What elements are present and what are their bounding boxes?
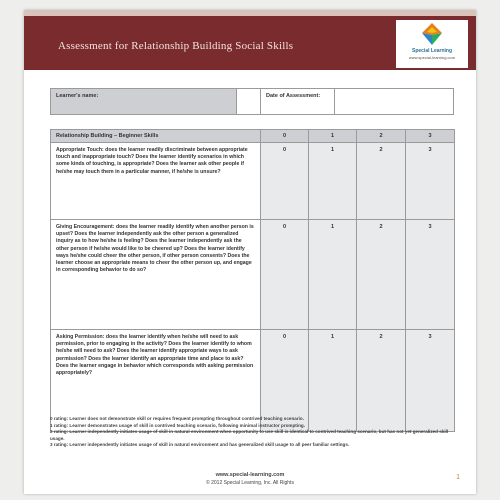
score-cell[interactable]: 2 (357, 330, 406, 432)
skill-asking-permission: Asking Permission: does the learner identify when he/she will need to ask permission, prior to engaging in the activity? Does the learner identify to whom he/she will need to ask? Does the learner identify appropriate ways to ask permission? Does the learner identify an appropriate time and place to ask? Does the learner engage in behavior which corresponds with asking permission appropriately? (51, 330, 261, 432)
page-footer (24, 472, 476, 486)
score-header-2: 2 (357, 130, 406, 143)
score-cell[interactable]: 3 (406, 220, 455, 330)
logo-name: Special Learning (411, 48, 452, 54)
score-cell[interactable]: 1 (309, 143, 357, 220)
table-header-row (51, 130, 455, 143)
assessment-date-field[interactable] (335, 89, 453, 114)
document-title: Assessment for Relationship Building Social Skills (58, 40, 294, 52)
page-number: 1 (456, 474, 460, 481)
score-cell[interactable]: 1 (309, 330, 357, 432)
score-cell[interactable]: 3 (406, 143, 455, 220)
score-cell[interactable]: 0 (261, 330, 309, 432)
skill-giving-encouragement: Giving Encouragement: does the learner readily identify when another person is upset? Does the learner independently ask the other person a generalized inquiry as to how he/she is feeling? Does the learner independently ask the other person if he/she would like to be cheered up? Does the learner identify ways he/she could cheer the other person, if other person consents? Does the learner choose an appropriate means to cheer the other person up, and engage in corresponding behavior to do so? (51, 220, 261, 330)
learner-name-field[interactable] (237, 89, 261, 114)
score-cell[interactable]: 1 (309, 220, 357, 330)
table-row (51, 220, 455, 330)
score-cell[interactable]: 0 (261, 143, 309, 220)
skills-header: Relationship Building – Beginner Skills (51, 130, 261, 143)
logo (396, 20, 468, 68)
score-header-0: 0 (261, 130, 309, 143)
skill-appropriate-touch: Appropriate Touch: does the learner readily discriminate between appropriate touch and inappropriate touch? Does the learner identify scenarios in which some kinds of touching, is appropriate? Does the learner ask other people if he/she may touch them in a particular manner, if he/she is unsure? (51, 143, 261, 220)
footer-url: www.special-learning.com (215, 472, 285, 478)
score-cell[interactable]: 2 (357, 220, 406, 330)
rating-note-1: 1 rating: Learner demonstrates usage of skill in contrived teaching scenario, following minimal instructor prompting. (50, 422, 305, 428)
score-cell[interactable]: 2 (357, 143, 406, 220)
learner-name-label: Learner's name: (51, 89, 237, 114)
table-row (51, 143, 455, 220)
assessment-date-label: Date of Assessment: (261, 89, 335, 114)
rating-notes (50, 416, 458, 449)
document-page (24, 10, 476, 494)
diamond-logo-icon (422, 23, 442, 45)
score-cell[interactable]: 0 (261, 220, 309, 330)
learner-info-table (50, 88, 454, 115)
rating-note-2: 2 rating: Learner independently initiates usage of skill in natural environment when opportunity to use skill is identical to contrived teaching scenario, but has not yet generalized skill usage. (50, 429, 449, 441)
skills-table (50, 129, 455, 432)
score-header-1: 1 (309, 130, 357, 143)
score-header-3: 3 (406, 130, 455, 143)
score-cell[interactable]: 3 (406, 330, 455, 432)
footer-copyright: © 2012 Special Learning, Inc. All Rights (206, 480, 294, 486)
rating-note-0: 0 rating: Learner does not demonstrate skill or requires frequent prompting throughout contrived teaching scenario. (50, 416, 304, 421)
rating-note-3: 3 rating: Learner independently initiates usage of skill in natural environment and has generalized skill usage to all peer familiar settings. (50, 442, 350, 448)
logo-url: www.special-learning.com (408, 55, 456, 60)
